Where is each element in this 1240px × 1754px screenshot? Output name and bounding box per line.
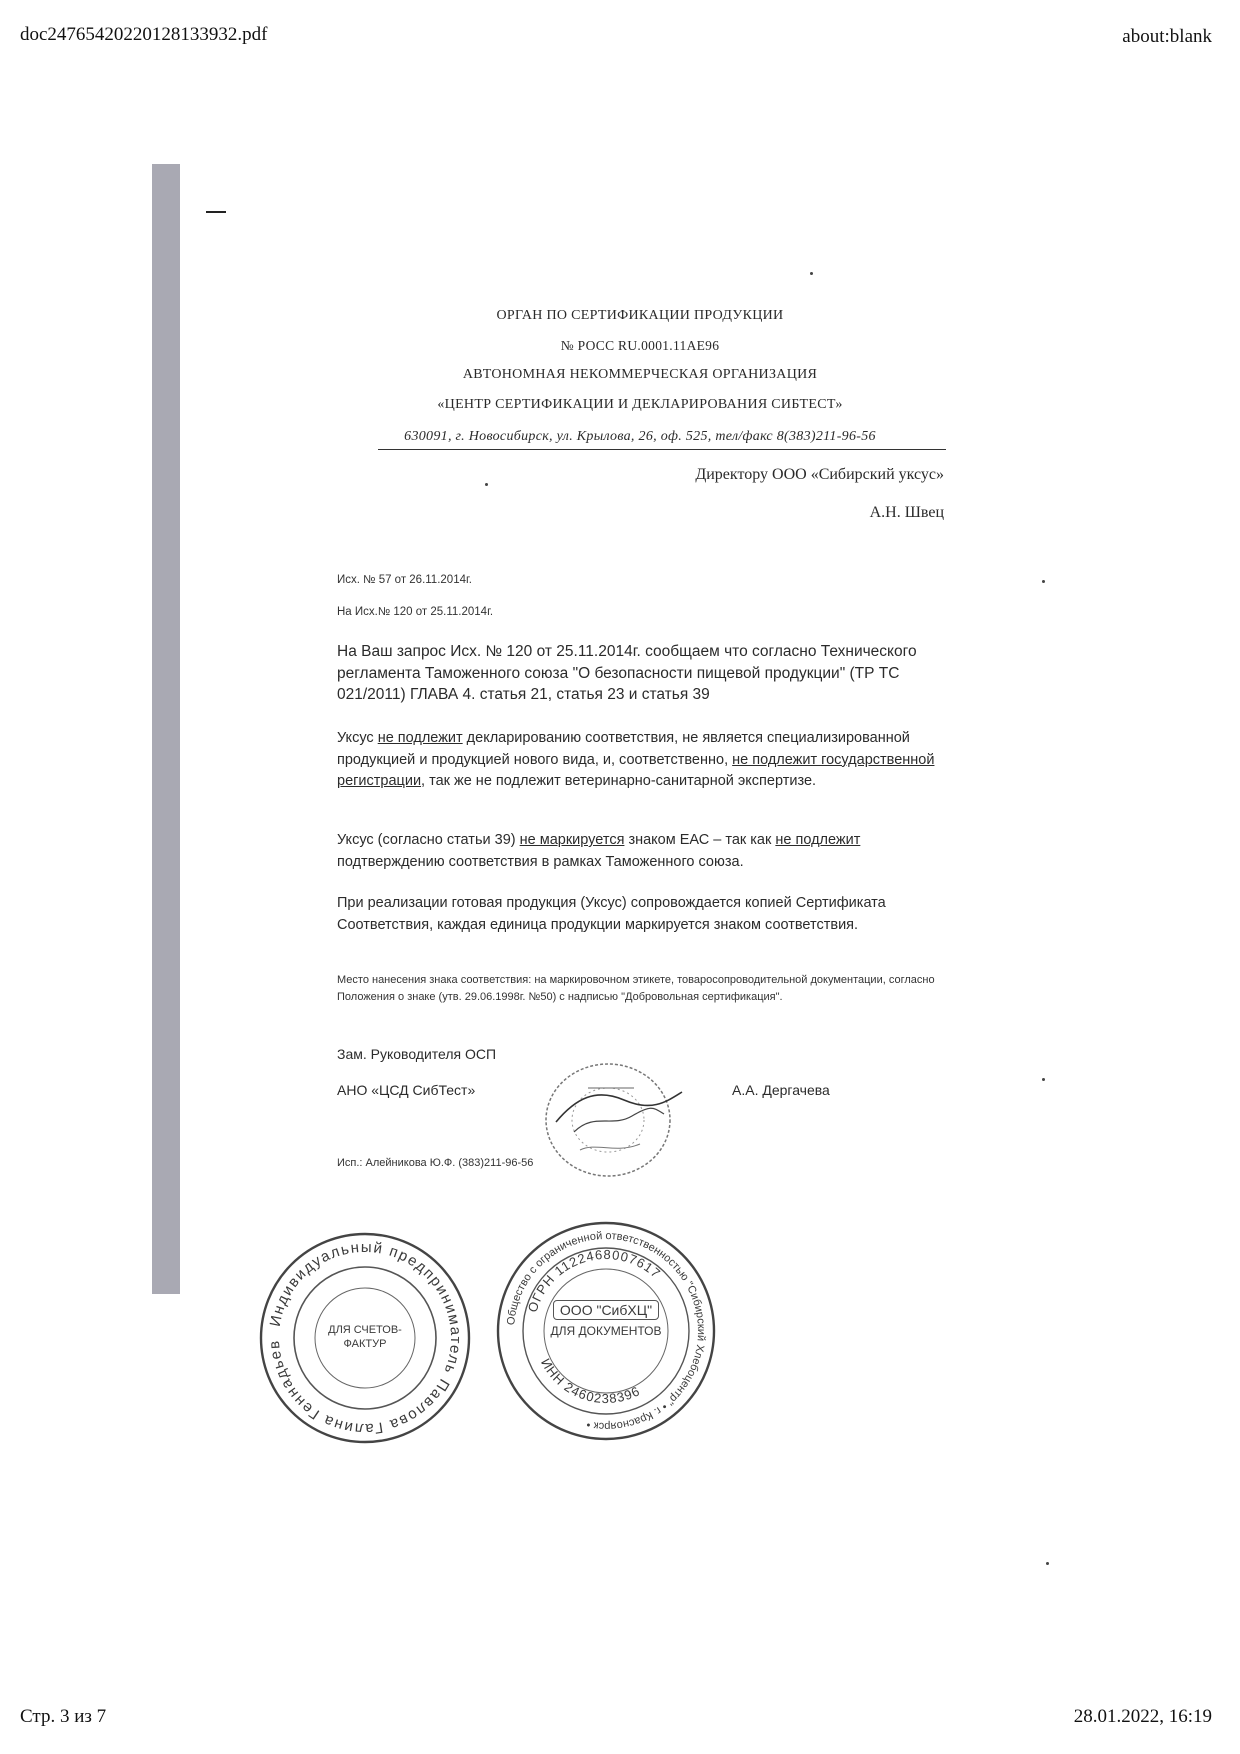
underlined-text: не маркируется — [519, 832, 625, 848]
incoming-reference: На Исх.№ 120 от 25.11.2014г. — [337, 606, 494, 618]
addressee-title: Директору ООО «Сибирский уксус» — [695, 466, 944, 483]
organization-seal — [536, 1058, 686, 1188]
scan-speck — [485, 483, 488, 486]
document-filename: doc24765420220128133932.pdf — [20, 24, 268, 45]
underlined-text: не подлежит — [377, 730, 463, 746]
body-paragraph-2 — [337, 728, 957, 793]
page-url: about:blank — [1122, 26, 1212, 47]
ip-stamp-ring-text: Индивидуальный предприниматель Павлова Галина Геннадьев — [265, 1238, 465, 1438]
ip-stamp — [255, 1228, 475, 1448]
letterhead-line-3: АВТОНОМНАЯ НЕКОММЕРЧЕСКАЯ ОРГАНИЗАЦИЯ — [462, 367, 818, 382]
marking-note: Место нанесения знака соответствия: на маркировочном этикете, товаросопроводительной документации, согласно Положения о знаке (утв. 29.06.1998г. №50) с надписью "Добровольная сертификация". — [337, 974, 935, 1003]
company-stamp-purpose: ДЛЯ ДОКУМЕНТОВ — [550, 1324, 662, 1338]
ip-stamp-purpose: ДЛЯ СЧЕТОВ-ФАКТУР — [328, 1324, 402, 1350]
body-paragraph-3 — [337, 830, 957, 873]
underlined-text: не подлежит — [775, 832, 861, 848]
signatory-position: Зам. Руководителя ОСП — [337, 1046, 497, 1062]
scan-speck — [1042, 1078, 1045, 1081]
body-paragraph-4: При реализации готовая продукция (Уксус) сопровождается копией Сертификата Соответствия, каждая единица продукции маркируется знаком соответствия. — [337, 895, 886, 933]
scan-speck — [810, 272, 813, 275]
letterhead-rule — [378, 449, 946, 450]
text-run: , так же не подлежит ветеринарно-санитарной экспертизе. — [421, 773, 817, 789]
letterhead-org-name: «ЦЕНТР СЕРТИФИКАЦИИ И ДЕКЛАРИРОВАНИЯ СИБТЕСТ» — [437, 397, 843, 412]
scan-edge-bar — [152, 164, 180, 1294]
company-stamp-name: ООО "СибХЦ" — [553, 1300, 659, 1320]
svg-text:ИНН 2460238396 — [538, 1356, 643, 1406]
text-run: подтверждению соответствия в рамках Таможенного союза. — [337, 853, 744, 870]
body-paragraph-1: На Ваш запрос Исх. № 120 от 25.11.2014г. сообщаем что согласно Технического регламента Таможенного союза "О безопасности пищевой продукции" (ТР ТС 021/2011) ГЛАВА 4. статья 21, статья 23 и статья 39 — [337, 643, 917, 703]
signatory-organization: АНО «ЦСД СибТест» — [337, 1082, 476, 1098]
letterhead-accreditation: № РОСС RU.0001.11АЕ96 — [560, 338, 720, 353]
company-stamp-inn: ИНН 2460238396 — [538, 1355, 643, 1407]
executor-contact: Исп.: Алейникова Ю.Ф. (383)211-96-56 — [337, 1157, 534, 1169]
scan-speck — [1046, 1562, 1049, 1565]
text-run: Уксус — [337, 730, 378, 746]
underlined-text: не подлежит государственной регистрации — [337, 751, 935, 789]
scan-mark — [206, 211, 226, 213]
company-stamp-ogrn: ОГРН 1122468007617 — [524, 1246, 664, 1315]
company-stamp-center — [545, 1300, 667, 1338]
company-stamp-ring-text: Общество с ограниченной ответственностью "Сибирский Хлебоцентр" • г. Красноярск • — [505, 1229, 708, 1433]
print-datetime: 28.01.2022, 16:19 — [1073, 1706, 1212, 1727]
company-stamp — [495, 1220, 717, 1442]
addressee-name: А.Н. Швец — [869, 504, 944, 521]
letterhead-address: 630091, г. Новосибирск, ул. Крылова, 26, оф. 525, тел/факс 8(383)211-96-56 — [404, 429, 876, 444]
text-run: декларированию соответствия, не является специализированной продукцией и продукцией нового вида, и, соответственно, — [337, 730, 910, 768]
text-run: Уксус (согласно статьи 39) — [337, 832, 520, 848]
scan-speck — [1042, 580, 1045, 583]
text-run: знаком ЕАС – так как — [624, 832, 776, 848]
signatory-name: А.А. Дергачева — [732, 1082, 830, 1098]
outgoing-reference: Исх. № 57 от 26.11.2014г. — [337, 574, 472, 586]
letterhead-line-1: ОРГАН ПО СЕРТИФИКАЦИИ ПРОДУКЦИИ — [496, 308, 784, 323]
page-indicator: Стр. 3 из 7 — [20, 1706, 107, 1727]
